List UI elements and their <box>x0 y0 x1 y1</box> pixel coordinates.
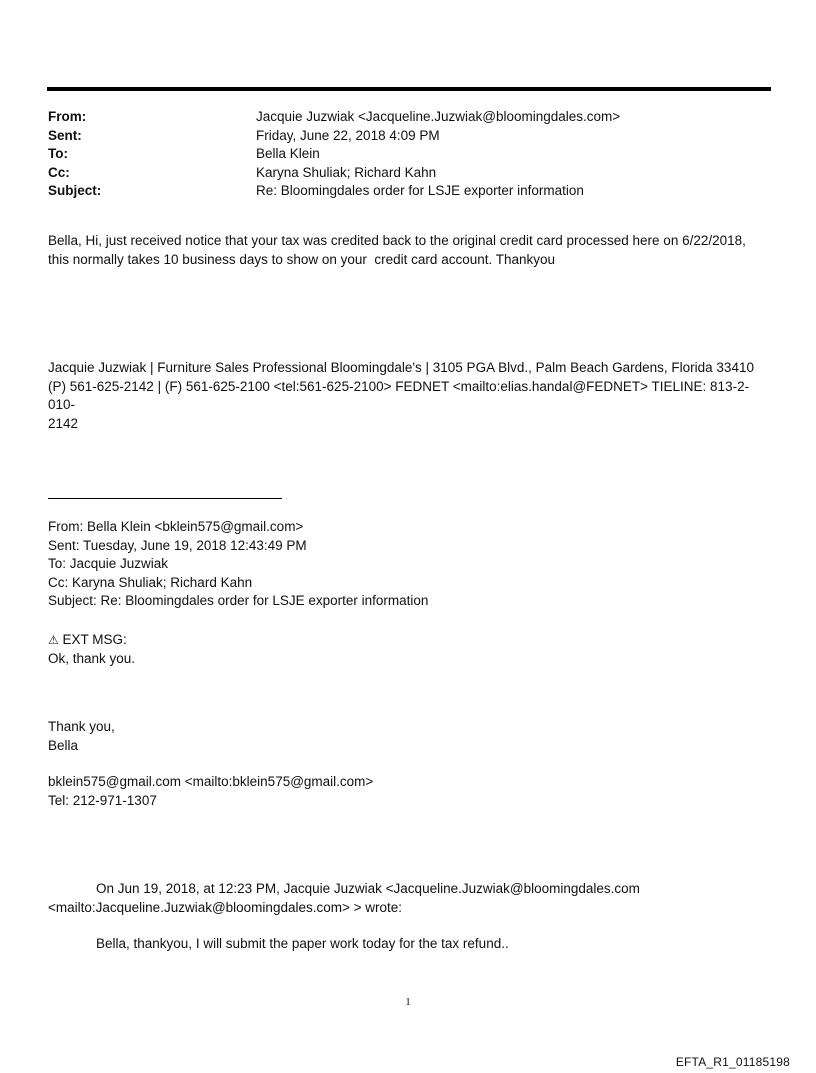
sent-label: Sent: <box>48 127 82 143</box>
nested-attribution <box>48 880 768 917</box>
signature-line-2: (P) 561-625-2142 | (F) 561-625-2100 <tel:561-625-2100> FEDNET <mailto:elias.handal@FEDNET> TIELINE: 813-2-010- <box>48 378 750 412</box>
quote-separator <box>48 498 282 499</box>
quoted-cc: Cc: Karyna Shuliak; Richard Kahn <box>48 574 253 590</box>
quoted-to: To: Jacquie Juzwiak <box>48 556 169 571</box>
quoted-sent: Sent: Tuesday, June 19, 2018 12:43:49 PM <box>48 537 307 553</box>
attribution-line-1: On Jun 19, 2018, at 12:23 PM, Jacquie Juzwiak <Jacqueline.Juzwiak@bloomingdales.com <box>96 881 640 896</box>
header-row-from <box>48 108 768 127</box>
header-row-sent <box>48 127 768 146</box>
contact-tel: Tel: 212-971-1307 <box>48 792 157 808</box>
to-value: Bella Klein <box>256 146 320 161</box>
subject-label: Subject: <box>48 183 102 198</box>
cc-value: Karyna Shuliak; Richard Kahn <box>256 164 437 180</box>
contact-email: bklein575@gmail.com <mailto:bklein575@gmail.com> <box>48 774 374 789</box>
page-number: 1 <box>405 996 411 1008</box>
message-body-text: Bella, Hi, just received notice that your tax was credited back to the original credit card processed here on 6/22/2018, this normally takes 10 business days to show on your credit card account. Thankyou <box>48 233 750 267</box>
ext-msg-line <box>48 631 768 650</box>
closing-name: Bella <box>48 737 79 753</box>
quoted-reply: Ok, thank you. <box>48 650 136 666</box>
nested-message <box>48 935 768 954</box>
message-body <box>48 232 768 269</box>
nested-body: Bella, thankyou, I will submit the paper work today for the tax refund.. <box>96 936 509 951</box>
signature-line-3: 2142 <box>48 415 79 431</box>
subject-value: Re: Bloomingdales order for LSJE exporter information <box>256 183 584 198</box>
header-row-cc <box>48 164 768 183</box>
from-value: Jacquie Juzwiak <Jacqueline.Juzwiak@bloomingdales.com> <box>256 109 621 124</box>
header-row-to <box>48 145 768 164</box>
email-header <box>48 108 768 201</box>
signature-block <box>48 359 768 433</box>
header-row-subject <box>48 182 768 201</box>
closing-line: Thank you, <box>48 719 115 734</box>
sent-value: Friday, June 22, 2018 4:09 PM <box>256 127 440 143</box>
ext-msg-label: EXT MSG: <box>62 632 127 647</box>
header-top-rule <box>47 87 771 91</box>
document-id: EFTA_R1_01185198 <box>675 1055 790 1069</box>
from-label: From: <box>48 109 87 124</box>
quoted-header <box>48 518 768 611</box>
cc-label: Cc: <box>48 164 70 180</box>
attribution-line-2: <mailto:Jacqueline.Juzwiak@bloomingdales.com> > wrote: <box>48 899 403 915</box>
quoted-message <box>48 631 768 668</box>
quoted-closing <box>48 718 768 755</box>
warning-triangle-icon: ⚠ <box>48 633 59 647</box>
quoted-subject: Subject: Re: Bloomingdales order for LSJE exporter information <box>48 593 429 608</box>
signature-line-1: Jacquie Juzwiak | Furniture Sales Professional Bloomingdale's | 3105 PGA Blvd., Palm Beach Gardens, Florida 33410 <box>48 360 754 375</box>
quoted-contact <box>48 773 768 810</box>
to-label: To: <box>48 146 68 161</box>
quoted-from: From: Bella Klein <bklein575@gmail.com> <box>48 519 304 534</box>
